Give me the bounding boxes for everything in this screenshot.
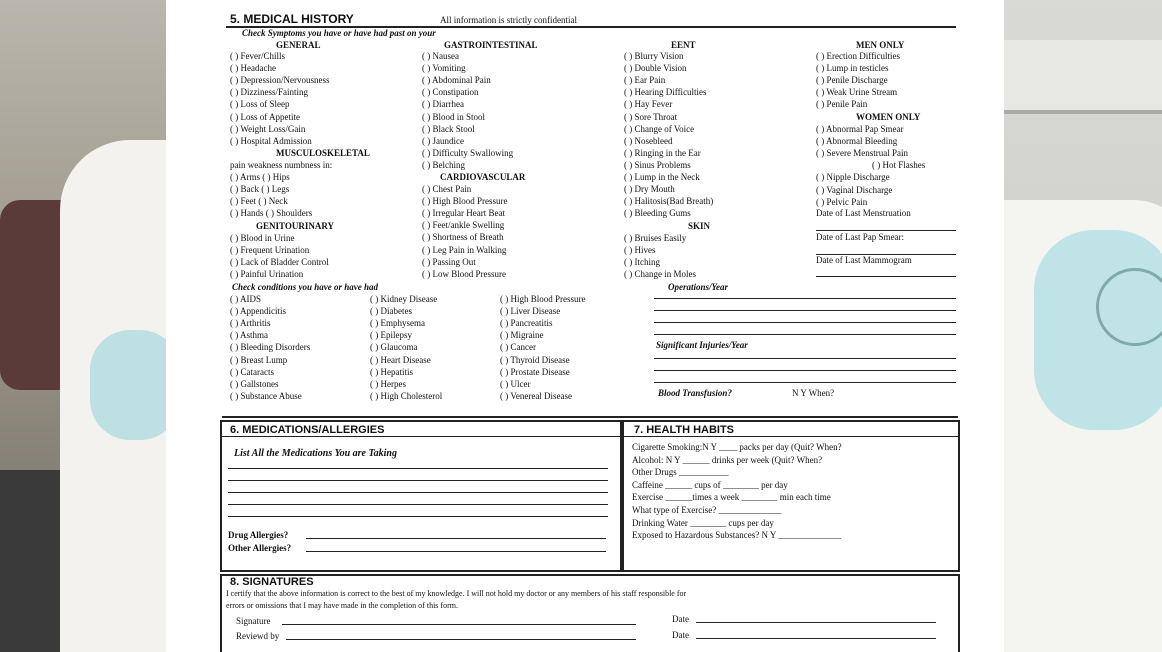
medications-instruction: List All the Medications You are Taking	[234, 448, 397, 459]
general-symptom-item[interactable]: ( ) Weight Loss/Gain	[230, 123, 306, 134]
women-only-header: WOMEN ONLY	[856, 112, 921, 122]
medications-title-rule	[222, 436, 620, 437]
general-symptom-item[interactable]: ( ) Fever/Chills	[230, 51, 285, 61]
medication-entry-line[interactable]	[228, 516, 608, 517]
reviewed-by-label: Reviewd by	[236, 631, 280, 641]
medication-entry-line[interactable]	[228, 504, 608, 505]
condition-item[interactable]: ( ) Hepatitis	[370, 366, 413, 377]
gastrointestinal-symptom-item[interactable]: ( ) Difficulty Swallowing	[422, 147, 514, 158]
eent-header: EENT	[671, 40, 696, 50]
signature-date-line[interactable]	[696, 622, 936, 623]
operation-entry-line[interactable]	[654, 310, 956, 311]
conditions-instruction: Check conditions you have or have had	[232, 282, 379, 292]
musculoskeletal-symptom-item[interactable]: ( ) Feet ( ) Neck	[230, 196, 288, 207]
women-only-symptom-item[interactable]: ( ) Hot Flashes	[872, 160, 926, 171]
men-only-symptom-item[interactable]: ( ) Weak Urine Stream	[816, 87, 898, 98]
reviewed-by-line[interactable]	[286, 639, 636, 640]
eent-symptom-item[interactable]: ( ) Hearing Difficulties	[624, 87, 707, 98]
musculoskeletal-symptom-item[interactable]: ( ) Hands ( ) Shoulders	[230, 208, 313, 219]
condition-item[interactable]: ( ) Diabetes	[370, 306, 412, 317]
health-habit-item[interactable]: Caffeine ______ cups of ________ per day	[632, 479, 788, 490]
condition-item[interactable]: ( ) Cataracts	[230, 366, 274, 377]
condition-item[interactable]: ( ) Arthritis	[230, 318, 271, 329]
men-only-header: MEN ONLY	[856, 40, 905, 50]
transfusion-label: Blood Transfusion?	[658, 388, 732, 398]
operations-label: Operations/Year	[668, 282, 729, 292]
uniform-cuff-left	[90, 330, 166, 440]
cardiovascular-symptom-item[interactable]: ( ) Shortness of Breath	[422, 232, 504, 243]
women-only-symptom-item[interactable]: ( ) Vaginal Discharge	[816, 184, 893, 195]
condition-item[interactable]: ( ) Gallstones	[230, 378, 279, 389]
cardiovascular-symptom-item[interactable]: ( ) Irregular Heart Beat	[422, 208, 505, 219]
signature-line[interactable]	[282, 624, 636, 625]
eent-symptom-item[interactable]: ( ) Dry Mouth	[624, 184, 675, 195]
general-symptom-item[interactable]: ( ) Headache	[230, 63, 276, 74]
eent-symptom-item[interactable]: ( ) Blurry Vision	[624, 51, 684, 61]
certify-statement-line-2: errors or omissions that I may have made in the completion of this form.	[226, 601, 458, 610]
cardiovascular-symptom-item[interactable]: ( ) Chest Pain	[422, 184, 472, 194]
symptoms-instruction: Check Symptoms you have or have had past on your	[242, 28, 436, 38]
women-only-date-label: Date of Last Menstruation	[816, 208, 911, 218]
mammogram-date-line[interactable]	[816, 276, 956, 277]
gastrointestinal-header: GASTROINTESTINAL	[444, 40, 538, 50]
gastrointestinal-symptom-item[interactable]: ( ) Diarrhea	[422, 99, 464, 110]
transfusion-options: N Y When?	[792, 388, 835, 398]
drug-allergies-line[interactable]	[306, 538, 606, 539]
cardiovascular-symptom-item[interactable]: ( ) Low Blood Pressure	[422, 268, 506, 279]
medical-history-form	[166, 0, 1004, 652]
injuries-label: Significant Injuries/Year	[656, 340, 748, 350]
condition-item[interactable]: ( ) Prostate Disease	[500, 366, 570, 377]
women-only-symptom-item[interactable]: ( ) Severe Menstrual Pain	[816, 148, 908, 159]
eent-symptom-item[interactable]: ( ) Bleeding Gums	[624, 208, 691, 219]
condition-item[interactable]: ( ) Heart Disease	[370, 354, 431, 365]
condition-item[interactable]: ( ) Kidney Disease	[370, 294, 438, 304]
eent-symptom-item[interactable]: ( ) Lump in the Neck	[624, 172, 700, 182]
men-only-symptom-item[interactable]: ( ) Penile Pain	[816, 99, 868, 110]
condition-item[interactable]: ( ) Breast Lump	[230, 354, 288, 365]
health-habits-title-rule	[624, 436, 958, 437]
eent-symptom-item[interactable]: ( ) Hay Fever	[624, 99, 673, 110]
skin-symptom-item[interactable]: ( ) Itching	[624, 257, 660, 268]
general-symptom-item[interactable]: ( ) Depression/Nervousness	[230, 75, 330, 86]
medication-entry-line[interactable]	[228, 492, 608, 493]
women-only-symptom-item[interactable]: ( ) Abnormal Pap Smear	[816, 124, 904, 134]
musculoskeletal-header: MUSCULOSKELETAL	[276, 148, 370, 158]
confidential-note: All information is strictly confidential	[440, 15, 577, 25]
condition-item[interactable]: ( ) Cancer	[500, 342, 536, 353]
signature-label: Signature	[236, 616, 271, 626]
cardiovascular-header: CARDIOVASCULAR	[440, 172, 526, 182]
injury-entry-line[interactable]	[654, 382, 956, 383]
genitourinary-symptom-item[interactable]: ( ) Painful Urination	[230, 269, 304, 280]
reviewed-date-line[interactable]	[696, 638, 936, 639]
gastrointestinal-symptom-item[interactable]: ( ) Constipation	[422, 87, 479, 98]
gastrointestinal-symptom-item[interactable]: ( ) Vomiting	[422, 63, 466, 74]
medication-entry-line[interactable]	[228, 480, 608, 481]
gastrointestinal-symptom-item[interactable]: ( ) Blood in Stool	[422, 111, 486, 122]
women-only-symptom-item[interactable]: ( ) Abnormal Bleeding	[816, 136, 898, 147]
gastrointestinal-symptom-item[interactable]: ( ) Jaundice	[422, 135, 464, 146]
drug-allergies-label: Drug Allergies?	[228, 530, 289, 540]
eent-symptom-item[interactable]: ( ) Sore Throat	[624, 111, 678, 122]
injury-entry-line[interactable]	[654, 370, 956, 371]
men-only-symptom-item[interactable]: ( ) Lump in testicles	[816, 63, 889, 74]
eent-symptom-item[interactable]: ( ) Double Vision	[624, 63, 687, 74]
condition-item[interactable]: ( ) Liver Disease	[500, 306, 561, 317]
general-symptom-item[interactable]: ( ) Hospital Admission	[230, 135, 312, 146]
cardiovascular-symptom-item[interactable]: ( ) High Blood Pressure	[422, 196, 508, 207]
condition-item[interactable]: ( ) Asthma	[230, 330, 268, 341]
condition-item[interactable]: ( ) Ulcer	[500, 378, 531, 389]
health-habit-item[interactable]: Exercise ______times a week ________ min each time	[632, 492, 831, 503]
reviewed-date-label: Date	[672, 630, 689, 640]
general-symptom-item[interactable]: ( ) Loss of Sleep	[230, 99, 290, 110]
skin-symptom-item[interactable]: ( ) Hives	[624, 245, 656, 256]
genitourinary-symptom-item[interactable]: ( ) Lack of Bladder Control	[230, 257, 329, 268]
musculoskeletal-subtitle: pain weakness numbness in:	[230, 160, 333, 170]
condition-item[interactable]: ( ) Venereal Disease	[500, 390, 573, 401]
musculoskeletal-symptom-item[interactable]: ( ) Arms ( ) Hips	[230, 172, 290, 182]
genitourinary-symptom-item[interactable]: ( ) Blood in Urine	[230, 233, 295, 243]
eent-symptom-item[interactable]: ( ) Halitosis(Bad Breath)	[624, 196, 714, 207]
condition-item[interactable]: ( ) Epilepsy	[370, 330, 412, 341]
certify-statement-line-1: I certify that the above information is correct to the best of my knowledge. I will not hold my doctor or any members of his staff responsible for	[226, 589, 687, 598]
skin-header: SKIN	[688, 221, 711, 231]
eent-symptom-item[interactable]: ( ) Sinus Problems	[624, 159, 691, 170]
section-5-bottom-rule	[222, 416, 958, 418]
eent-symptom-item[interactable]: ( ) Change of Voice	[624, 123, 695, 134]
background-photo-right	[1004, 0, 1162, 652]
condition-item[interactable]: ( ) Migraine	[500, 330, 544, 341]
women-only-date-label: Date of Last Pap Smear:	[816, 232, 904, 242]
operation-entry-line[interactable]	[654, 298, 956, 299]
condition-item[interactable]: ( ) Glaucoma	[370, 342, 418, 353]
women-only-symptom-item[interactable]: ( ) Pelvic Pain	[816, 196, 868, 207]
condition-item[interactable]: ( ) Herpes	[370, 378, 406, 389]
eent-symptom-item[interactable]: ( ) Ear Pain	[624, 75, 666, 86]
health-habit-item[interactable]: Alcohol: N Y ______ drinks per week (Quit? When?	[632, 454, 823, 465]
gastrointestinal-symptom-item[interactable]: ( ) Nausea	[422, 51, 459, 61]
women-only-date-label: Date of Last Mammogram	[816, 255, 912, 265]
condition-item[interactable]: ( ) Pancreatitis	[500, 318, 553, 329]
gastrointestinal-symptom-item[interactable]: ( ) Abdominal Pain	[422, 75, 491, 86]
men-only-symptom-item[interactable]: ( ) Penile Discharge	[816, 75, 888, 86]
cardiovascular-symptom-item[interactable]: ( ) Passing Out	[422, 256, 476, 267]
menstruation-date-line[interactable]	[816, 230, 956, 231]
gastrointestinal-symptom-item[interactable]: ( ) Belching	[422, 159, 465, 170]
health-habit-item[interactable]: Drinking Water ________ cups per day	[632, 517, 774, 528]
other-allergies-label: Other Allergies?	[228, 543, 292, 553]
men-only-symptom-item[interactable]: ( ) Erection Difficulties	[816, 51, 901, 61]
cardiovascular-symptom-item[interactable]: ( ) Feet/ankle Swelling	[422, 220, 505, 231]
women-only-symptom-item[interactable]: ( ) Nipple Discharge	[816, 172, 890, 183]
condition-item[interactable]: ( ) Substance Abuse	[230, 390, 302, 401]
condition-item[interactable]: ( ) Emphysema	[370, 318, 425, 329]
health-habit-item[interactable]: Other Drugs ___________	[632, 467, 729, 478]
cardiovascular-symptom-item[interactable]: ( ) Leg Pain in Walking	[422, 244, 507, 255]
general-symptom-item[interactable]: ( ) Dizziness/Fainting	[230, 87, 308, 98]
other-allergies-line[interactable]	[306, 551, 606, 552]
condition-item[interactable]: ( ) High Blood Pressure	[500, 294, 586, 304]
eent-symptom-item[interactable]: ( ) Ringing in the Ear	[624, 147, 701, 158]
eent-symptom-item[interactable]: ( ) Nosebleed	[624, 135, 673, 146]
section-title-medications: 6. MEDICATIONS/ALLERGIES	[230, 424, 385, 436]
condition-item[interactable]: ( ) AIDS	[230, 294, 261, 304]
genitourinary-header: GENITOURINARY	[256, 221, 335, 231]
signatures-box	[220, 574, 960, 652]
musculoskeletal-symptom-item[interactable]: ( ) Back ( ) Legs	[230, 184, 290, 195]
signature-date-label: Date	[672, 614, 689, 624]
health-habit-item[interactable]: Cigarette Smoking:N Y ____ packs per day (Quit? When?	[632, 442, 842, 452]
section-title-signatures: 8. SIGNATURES	[230, 576, 314, 588]
operation-entry-line[interactable]	[654, 322, 956, 323]
general-header: GENERAL	[276, 40, 321, 50]
condition-item[interactable]: ( ) Appendicitis	[230, 306, 286, 317]
skin-symptom-item[interactable]: ( ) Bruises Easily	[624, 233, 687, 243]
section-title-medical-history: 5. MEDICAL HISTORY	[230, 12, 354, 26]
health-habit-item[interactable]: Exposed to Hazardous Substances? N Y ______________	[632, 530, 842, 541]
condition-item[interactable]: ( ) Bleeding Disorders	[230, 342, 311, 353]
health-habit-item[interactable]: What type of Exercise? ______________	[632, 505, 782, 515]
genitourinary-symptom-item[interactable]: ( ) Frequent Urination	[230, 245, 310, 256]
gastrointestinal-symptom-item[interactable]: ( ) Black Stool	[422, 123, 475, 134]
background-photo-left	[0, 0, 166, 652]
general-symptom-item[interactable]: ( ) Loss of Appetite	[230, 111, 300, 122]
condition-item[interactable]: ( ) High Cholesterol	[370, 390, 443, 401]
background-shelf	[1004, 40, 1162, 114]
skin-symptom-item[interactable]: ( ) Change in Moles	[624, 269, 696, 280]
medication-entry-line[interactable]	[228, 468, 608, 469]
condition-item[interactable]: ( ) Thyroid Disease	[500, 354, 570, 365]
section-title-health-habits: 7. HEALTH HABITS	[634, 424, 735, 436]
injury-entry-line[interactable]	[654, 358, 956, 359]
operation-entry-line[interactable]	[654, 334, 956, 335]
